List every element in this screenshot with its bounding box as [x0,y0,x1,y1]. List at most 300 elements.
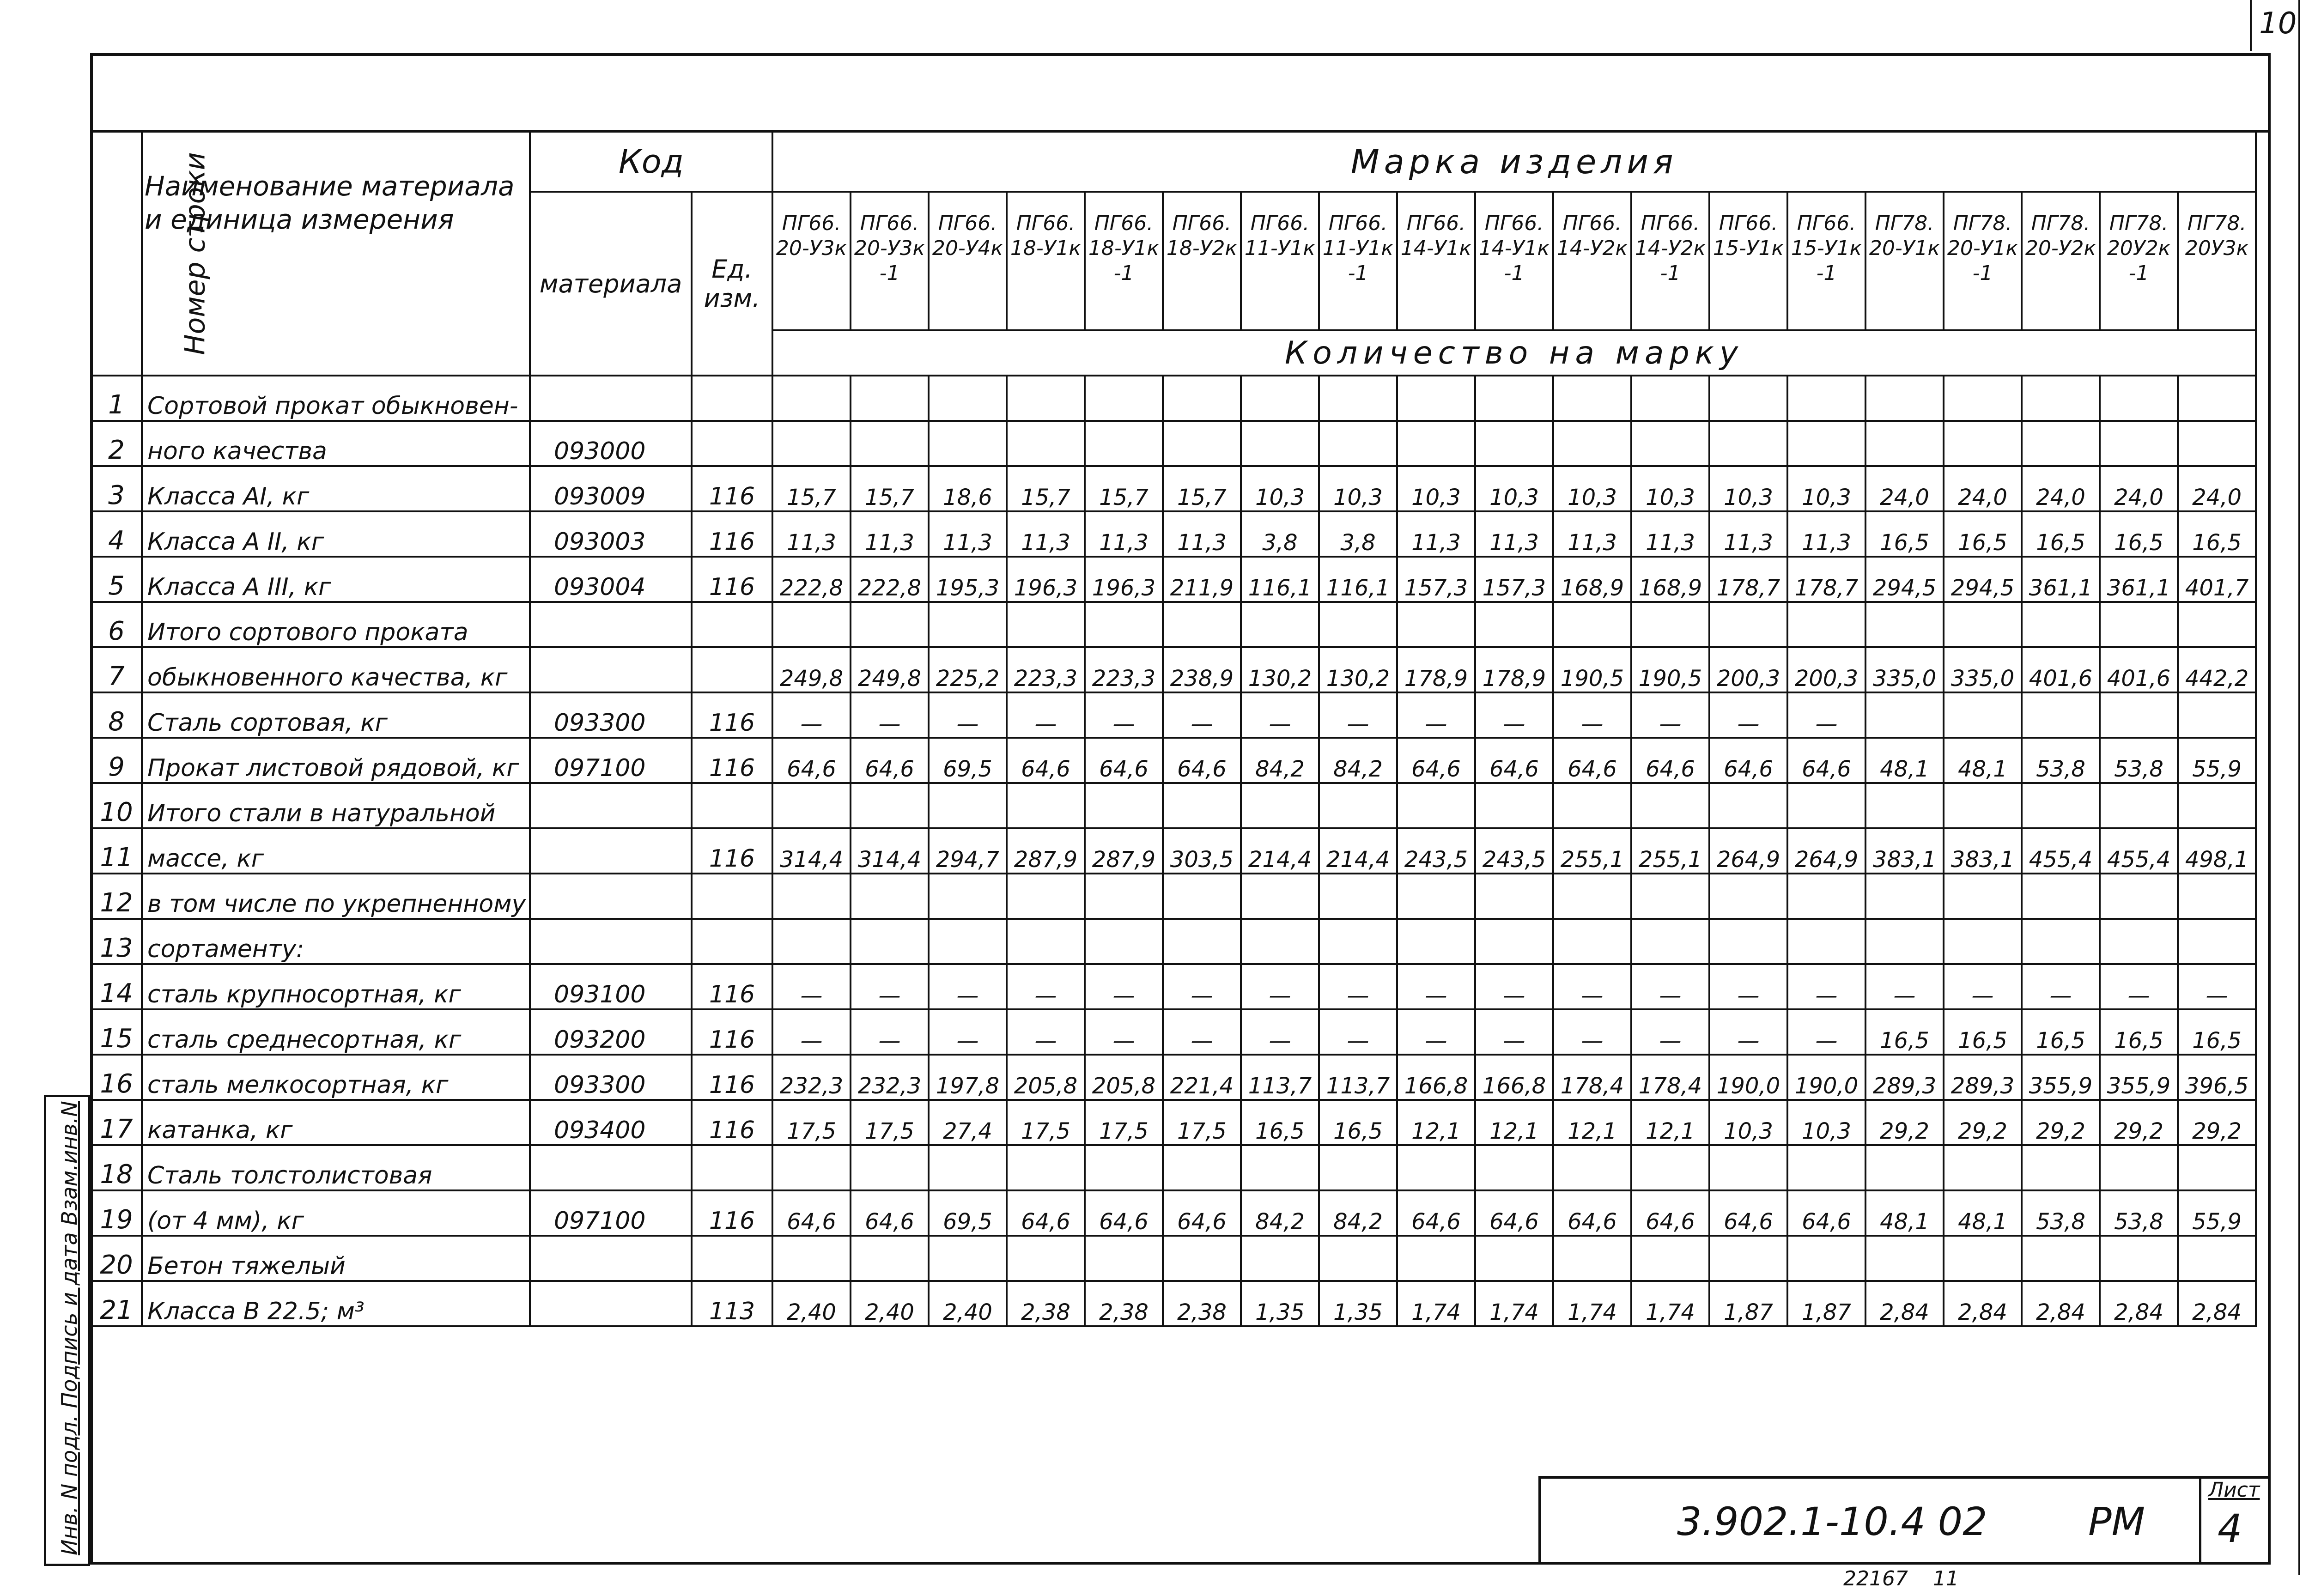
row-number: 3 [91,466,142,511]
quantity-cell: 2,84 [2022,1281,2100,1326]
quantity-cell [1475,602,1553,647]
quantity-cell: 232,3 [851,1055,929,1100]
quantity-cell: 196,3 [1085,557,1163,602]
quantity-cell: — [772,1009,851,1055]
quantity-cell [1787,1145,1865,1190]
quantity-cell: 16,5 [2022,1009,2100,1055]
quantity-cell [1553,919,1631,964]
quantity-cell [1553,376,1631,421]
quantity-cell: 178,9 [1397,647,1475,692]
quantity-cell: 29,2 [1944,1100,2022,1145]
quantity-cell: 1,35 [1241,1281,1319,1326]
material-code [530,1281,692,1326]
bottom-number: 22167 11 [1843,1567,1959,1590]
quantity-cell: 11,3 [1007,511,1085,557]
quantity-cell: 18,6 [929,466,1007,511]
quantity-cell: — [2022,964,2100,1009]
quantity-cell: 10,3 [1787,1100,1865,1145]
quantity-cell: 3,8 [1319,511,1397,557]
quantity-cell: 289,3 [1944,1055,2022,1100]
quantity-cell [1085,1236,1163,1281]
quantity-cell [2100,874,2178,919]
quantity-cell: 64,6 [1709,1190,1787,1236]
quantity-cell [1241,1145,1319,1190]
quantity-cell [1163,1236,1241,1281]
quantity-cell: 168,9 [1631,557,1709,602]
quantity-cell: 29,2 [2100,1100,2178,1145]
quantity-cell [1865,1145,1944,1190]
quantity-cell: 17,5 [851,1100,929,1145]
quantity-cell: 2,38 [1007,1281,1085,1326]
quantity-cell: 303,5 [1163,828,1241,874]
table-row [91,964,2256,1009]
quantity-cell: 205,8 [1007,1055,1085,1100]
quantity-cell: 64,6 [1709,738,1787,783]
quantity-cell [772,1145,851,1190]
material-code: 093009 [530,466,692,511]
row-number: 2 [91,421,142,466]
table-row [91,647,2256,692]
quantity-cell: 27,4 [929,1100,1007,1145]
quantity-cell: 12,1 [1631,1100,1709,1145]
quantity-cell [2178,919,2256,964]
quantity-cell [2100,602,2178,647]
quantity-cell [1007,602,1085,647]
quantity-cell: 53,8 [2022,738,2100,783]
header-kod-material: материала [530,192,692,376]
quantity-cell: 190,0 [1709,1055,1787,1100]
quantity-cell [1865,421,1944,466]
quantity-cell: 190,0 [1787,1055,1865,1100]
quantity-cell: 1,87 [1787,1281,1865,1326]
unit-code: 116 [692,964,772,1009]
quantity-cell: 64,6 [1163,1190,1241,1236]
quantity-cell: 116,1 [1319,557,1397,602]
quantity-cell: 178,9 [1475,647,1553,692]
row-number: 19 [91,1190,142,1236]
quantity-cell [1944,1145,2022,1190]
quantity-cell [1631,1145,1709,1190]
material-code [530,919,692,964]
unit-code [692,647,772,692]
quantity-cell [1865,376,1944,421]
quantity-cell [1241,421,1319,466]
quantity-cell: 11,3 [772,511,851,557]
quantity-cell: 64,6 [1631,1190,1709,1236]
quantity-cell: 2,40 [929,1281,1007,1326]
quantity-cell [1241,783,1319,828]
quantity-cell: 64,6 [1397,738,1475,783]
material-code: 093100 [530,964,692,1009]
quantity-cell: — [1787,964,1865,1009]
unit-code: 116 [692,1100,772,1145]
header-mark: ПГ66. 15-У1к [1709,192,1787,330]
material-code: 093200 [530,1009,692,1055]
quantity-cell [1865,1236,1944,1281]
quantity-cell [1944,919,2022,964]
quantity-cell: 11,3 [1631,511,1709,557]
quantity-cell [929,783,1007,828]
quantity-cell [1397,874,1475,919]
table-row [91,557,2256,602]
quantity-cell [2178,783,2256,828]
quantity-cell [1709,874,1787,919]
frame-top-band [90,53,2271,133]
quantity-cell: 16,5 [1944,1009,2022,1055]
quantity-cell [1709,421,1787,466]
quantity-cell [1709,602,1787,647]
quantity-cell: 29,2 [2022,1100,2100,1145]
quantity-cell [772,421,851,466]
quantity-cell: 10,3 [1475,466,1553,511]
quantity-cell [1475,783,1553,828]
quantity-cell: 53,8 [2100,1190,2178,1236]
unit-code: 116 [692,828,772,874]
header-row-number-label: Номер строки [179,152,212,355]
material-code: 097100 [530,1190,692,1236]
quantity-cell: 24,0 [2178,466,2256,511]
quantity-cell [1944,602,2022,647]
quantity-cell: — [1631,692,1709,738]
quantity-cell [1475,421,1553,466]
quantity-cell: 157,3 [1475,557,1553,602]
quantity-cell: 361,1 [2022,557,2100,602]
header-mark: ПГ66. 14-У1к -1 [1475,192,1553,330]
quantity-cell: 294,7 [929,828,1007,874]
quantity-cell: 2,84 [1865,1281,1944,1326]
quantity-cell [1944,421,2022,466]
quantity-cell [2178,376,2256,421]
quantity-cell [851,919,929,964]
quantity-cell [1787,919,1865,964]
quantity-cell [1241,1236,1319,1281]
quantity-cell: — [1319,692,1397,738]
quantity-cell: 16,5 [1944,511,2022,557]
quantity-cell: 255,1 [1631,828,1709,874]
quantity-cell: 55,9 [2178,738,2256,783]
quantity-cell: — [1163,692,1241,738]
quantity-cell [1163,1145,1241,1190]
quantity-cell [1631,874,1709,919]
table-row [91,602,2256,647]
quantity-cell: 17,5 [1085,1100,1163,1145]
row-number: 12 [91,874,142,919]
quantity-cell: 24,0 [1865,466,1944,511]
quantity-cell: 11,3 [1787,511,1865,557]
material-code [530,828,692,874]
quantity-cell: 84,2 [1319,1190,1397,1236]
quantity-cell [1319,421,1397,466]
table-row [91,919,2256,964]
quantity-cell: 48,1 [1944,738,2022,783]
quantity-cell: 64,6 [1085,738,1163,783]
material-name: массе, кг [142,828,530,874]
quantity-cell [1631,783,1709,828]
row-number: 16 [91,1055,142,1100]
quantity-cell: 178,4 [1553,1055,1631,1100]
quantity-cell: 1,74 [1475,1281,1553,1326]
quantity-cell: 178,4 [1631,1055,1709,1100]
quantity-cell: — [1007,964,1085,1009]
material-name: сталь среднесортная, кг [142,1009,530,1055]
quantity-cell: 10,3 [1709,466,1787,511]
material-name: обыкновенного качества, кг [142,647,530,692]
quantity-cell: 55,9 [2178,1190,2256,1236]
quantity-cell [1709,376,1787,421]
quantity-cell: 29,2 [2178,1100,2256,1145]
quantity-cell: 116,1 [1241,557,1319,602]
quantity-cell [1085,602,1163,647]
quantity-cell: 53,8 [2022,1190,2100,1236]
quantity-cell: — [1241,1009,1319,1055]
quantity-cell: 15,7 [1163,466,1241,511]
quantity-cell [1865,692,1944,738]
document-suffix: РМ [2088,1499,2145,1544]
quantity-cell: 11,3 [851,511,929,557]
quantity-cell: 84,2 [1319,738,1397,783]
quantity-cell [1787,1236,1865,1281]
quantity-cell: 130,2 [1319,647,1397,692]
quantity-cell: 195,3 [929,557,1007,602]
quantity-cell [2100,421,2178,466]
header-mark: ПГ78. 20-У1к -1 [1944,192,2022,330]
quantity-cell: — [1631,964,1709,1009]
material-code [530,647,692,692]
unit-code: 116 [692,466,772,511]
row-number: 7 [91,647,142,692]
quantity-cell [1631,376,1709,421]
material-code: 097100 [530,738,692,783]
quantity-cell [851,1236,929,1281]
quantity-cell [1553,1145,1631,1190]
quantity-cell [1319,376,1397,421]
quantity-cell: 383,1 [1944,828,2022,874]
quantity-cell: 64,6 [1085,1190,1163,1236]
material-name: Класса В 22.5; м³ [142,1281,530,1326]
quantity-cell: 1,74 [1397,1281,1475,1326]
quantity-cell [2022,692,2100,738]
header-mark: ПГ66. 20-У3к -1 [851,192,929,330]
quantity-cell: — [1631,1009,1709,1055]
header-quantity: Количество на марку [772,330,2256,376]
material-name: Итого стали в натуральной [142,783,530,828]
quantity-cell [1944,1236,2022,1281]
quantity-cell: 223,3 [1085,647,1163,692]
right-margin-line [2298,0,2300,1575]
quantity-cell: 113,7 [1319,1055,1397,1100]
quantity-cell [929,1145,1007,1190]
quantity-cell [929,421,1007,466]
quantity-cell: — [2100,964,2178,1009]
quantity-cell [1241,874,1319,919]
quantity-cell: 211,9 [1163,557,1241,602]
quantity-cell [1007,421,1085,466]
quantity-cell [1787,602,1865,647]
table-row [91,511,2256,557]
quantity-cell [1631,919,1709,964]
header-mark: ПГ66. 11-У1к [1241,192,1319,330]
quantity-cell [1007,1236,1085,1281]
quantity-cell [1007,919,1085,964]
quantity-cell: 11,3 [1709,511,1787,557]
quantity-cell [851,421,929,466]
quantity-cell [1865,919,1944,964]
quantity-cell: 1,35 [1319,1281,1397,1326]
quantity-cell: 16,5 [2022,511,2100,557]
quantity-cell: — [1397,692,1475,738]
quantity-cell [2022,874,2100,919]
quantity-cell: — [1553,1009,1631,1055]
quantity-cell: — [1241,692,1319,738]
quantity-cell [929,602,1007,647]
quantity-cell: 15,7 [772,466,851,511]
table-row [91,376,2256,421]
quantity-cell: 64,6 [1553,1190,1631,1236]
header-mark: ПГ78. 20У2к -1 [2100,192,2178,330]
quantity-cell: 401,6 [2022,647,2100,692]
quantity-cell: 130,2 [1241,647,1319,692]
quantity-cell [772,874,851,919]
quantity-cell: 12,1 [1475,1100,1553,1145]
quantity-cell [929,874,1007,919]
quantity-cell [2100,376,2178,421]
quantity-cell: 29,2 [1865,1100,1944,1145]
quantity-cell: 2,40 [851,1281,929,1326]
material-code [530,376,692,421]
quantity-cell [1319,602,1397,647]
side-stamp-label: Инв. N подл. Подпись и дата Взам.инв.N [57,1101,82,1555]
table-row [91,738,2256,783]
quantity-cell: 16,5 [1865,511,1944,557]
header-mark: ПГ66. 20-У4к [929,192,1007,330]
quantity-cell: 10,3 [1787,466,1865,511]
quantity-cell [1631,1236,1709,1281]
quantity-cell: — [1944,964,2022,1009]
quantity-cell [2178,602,2256,647]
quantity-cell: — [929,1009,1007,1055]
quantity-cell [2178,421,2256,466]
quantity-cell [2022,1236,2100,1281]
quantity-cell: 11,3 [929,511,1007,557]
quantity-cell [1397,783,1475,828]
quantity-cell [1319,1145,1397,1190]
quantity-cell [1787,421,1865,466]
quantity-cell: 178,7 [1709,557,1787,602]
quantity-cell [1397,1145,1475,1190]
header-marka: Марка изделия [772,132,2256,192]
quantity-cell [1553,1236,1631,1281]
quantity-cell [1553,421,1631,466]
quantity-cell [1865,874,1944,919]
unit-code: 116 [692,1055,772,1100]
material-name: ного качества [142,421,530,466]
quantity-cell [1319,919,1397,964]
row-number: 11 [91,828,142,874]
quantity-cell: 205,8 [1085,1055,1163,1100]
quantity-cell: 294,5 [1865,557,1944,602]
quantity-cell [1085,421,1163,466]
quantity-cell [1241,919,1319,964]
quantity-cell: 200,3 [1787,647,1865,692]
quantity-cell [1163,783,1241,828]
unit-code: 116 [692,738,772,783]
quantity-cell [772,376,851,421]
quantity-cell: 15,7 [851,466,929,511]
unit-code [692,783,772,828]
header-mark: ПГ66. 14-У1к [1397,192,1475,330]
material-name: Сталь толстолистовая [142,1145,530,1190]
row-number: 4 [91,511,142,557]
quantity-cell: — [1787,1009,1865,1055]
quantity-cell: — [929,964,1007,1009]
quantity-cell: 223,3 [1007,647,1085,692]
quantity-cell [1553,874,1631,919]
quantity-cell [1709,1145,1787,1190]
quantity-cell: — [851,692,929,738]
page-number: 10 [2259,6,2297,41]
quantity-cell [1319,1236,1397,1281]
quantity-cell: 113,7 [1241,1055,1319,1100]
quantity-cell [929,376,1007,421]
quantity-cell [1944,376,2022,421]
quantity-cell: 2,84 [1944,1281,2022,1326]
unit-code: 113 [692,1281,772,1326]
quantity-cell [1944,692,2022,738]
quantity-cell: 64,6 [1553,738,1631,783]
table-row [91,1236,2256,1281]
header-mark: ПГ66. 11-У1к -1 [1319,192,1397,330]
quantity-cell [1397,1236,1475,1281]
header-mark: ПГ66. 15-У1к -1 [1787,192,1865,330]
header-kod-unit: Ед. изм. [692,192,772,376]
quantity-cell: 16,5 [1319,1100,1397,1145]
quantity-cell: 200,3 [1709,647,1787,692]
header-mark: ПГ66. 18-У1к -1 [1085,192,1163,330]
quantity-cell [772,602,851,647]
quantity-cell: 2,84 [2178,1281,2256,1326]
quantity-cell [1709,919,1787,964]
quantity-cell: 214,4 [1241,828,1319,874]
quantity-cell: 196,3 [1007,557,1085,602]
quantity-cell: 48,1 [1865,1190,1944,1236]
quantity-cell: 64,6 [851,1190,929,1236]
material-name: Бетон тяжелый [142,1236,530,1281]
quantity-cell: 69,5 [929,738,1007,783]
quantity-cell [929,919,1007,964]
quantity-cell [1787,783,1865,828]
quantity-cell: — [1085,692,1163,738]
unit-code: 116 [692,511,772,557]
quantity-cell [2100,783,2178,828]
quantity-cell: 11,3 [1085,511,1163,557]
row-number: 13 [91,919,142,964]
quantity-cell: 64,6 [772,738,851,783]
quantity-cell [1553,602,1631,647]
quantity-cell [1085,919,1163,964]
page-number-rule [2250,0,2252,51]
quantity-cell [1944,783,2022,828]
quantity-cell: 355,9 [2100,1055,2178,1100]
quantity-cell: 222,8 [772,557,851,602]
quantity-cell [1475,919,1553,964]
quantity-cell: 222,8 [851,557,929,602]
quantity-cell: 16,5 [2178,1009,2256,1055]
quantity-cell [1475,376,1553,421]
quantity-cell [1475,874,1553,919]
side-stamp [44,1095,90,1566]
quantity-cell [1085,783,1163,828]
quantity-cell [1241,602,1319,647]
